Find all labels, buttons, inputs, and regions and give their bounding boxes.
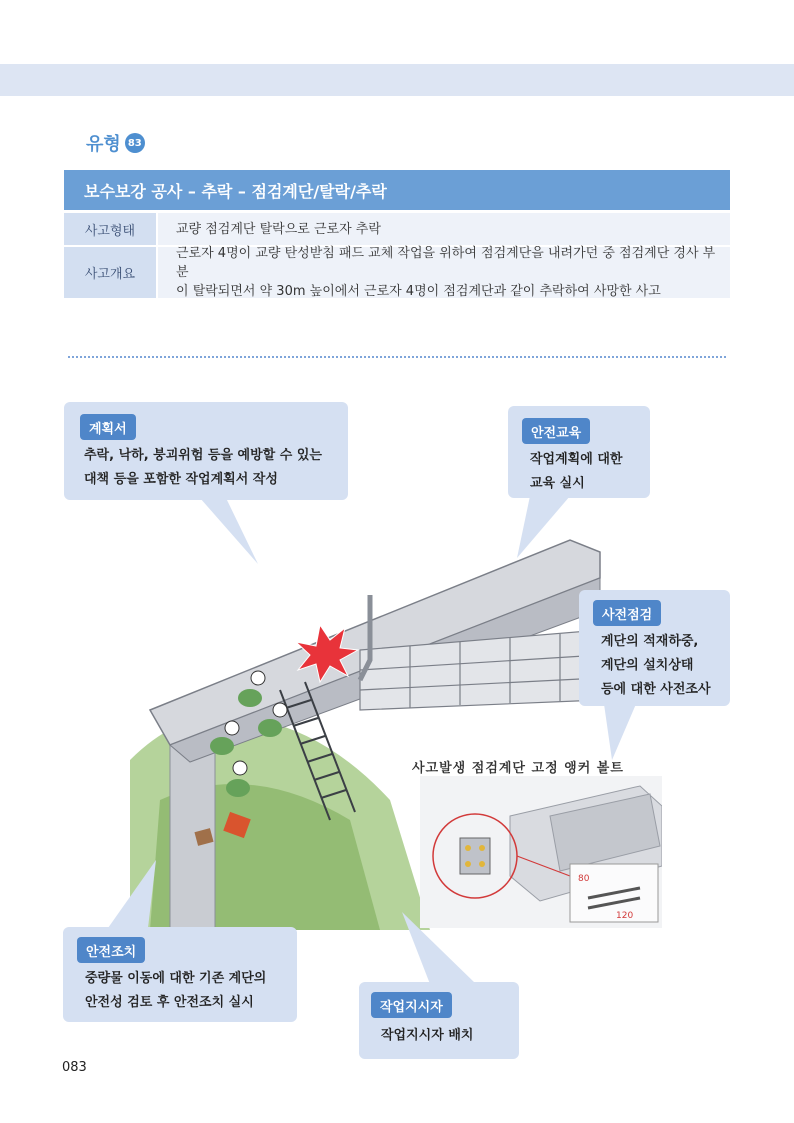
top-band: [0, 64, 794, 96]
dim-label-120: 120: [616, 911, 634, 921]
bubble-director: [359, 982, 519, 1059]
info-label: 사고개요: [64, 247, 156, 298]
info-row-accident-summary: [64, 247, 730, 298]
bubble-text: [85, 967, 266, 1015]
bubble-tail-precheck: [600, 704, 640, 764]
bubble-line: 대책 등을 포함한 작업계획서 작성: [84, 472, 278, 487]
type-header: [86, 130, 145, 156]
tag-education: 안전교육: [522, 418, 590, 444]
bubble-line: 추락, 낙하, 붕괴위험 등을 예방할 수 있는: [84, 448, 322, 463]
bubble-tail-plan: [200, 498, 260, 568]
info-row-accident-type: [64, 213, 730, 245]
tag-safety: 안전조치: [77, 937, 145, 963]
bubble-line: 계단의 적재하중,: [601, 634, 699, 649]
bubble-text: [601, 630, 711, 702]
bubble-safety: [63, 927, 297, 1022]
bubble-text: [530, 448, 622, 496]
tag-director: 작업지시자: [371, 992, 452, 1018]
bubble-tail-safety: [90, 860, 160, 930]
bubble-education: [508, 406, 650, 498]
bubble-line: 작업계획에 대한: [530, 452, 623, 467]
dotted-divider: [68, 356, 726, 358]
detail-title: 사고발생 점검계단 고정 앵커 볼트: [412, 761, 624, 776]
bubble-line: 계단의 설치상태: [601, 658, 694, 673]
bubble-line: 중량물 이동에 대한 기존 계단의: [85, 971, 267, 986]
bubble-plan: [64, 402, 348, 500]
info-value: 교량 점검계단 탈락으로 근로자 추락: [158, 213, 730, 245]
dim-label-80: 80: [578, 874, 590, 884]
summary-line-2: 이 탈락되면서 약 30m 높이에서 근로자 4명이 점검계단과 같이 추락하여 사망한 사고: [176, 284, 661, 299]
type-label: 유형: [86, 134, 121, 155]
type-number-badge: 83: [125, 133, 145, 153]
bubble-precheck: [579, 590, 730, 706]
detail-bracket: [460, 838, 490, 874]
accident-title: 보수보강 공사 – 추락 – 점검계단/탈락/추락: [64, 170, 730, 210]
tag-plan: 계획서: [80, 414, 136, 440]
summary-line-1: 근로자 4명이 교량 탄성받침 패드 교체 작업을 위하여 점검계단을 내려가던 중 점검계단 경사 부분: [176, 246, 716, 280]
bubble-line: 등에 대한 사전조사: [601, 682, 711, 697]
tag-precheck: 사전점검: [593, 600, 661, 626]
bubble-text: [84, 444, 322, 492]
bubble-line: 교육 실시: [530, 476, 585, 491]
bubble-tail-education: [515, 496, 575, 562]
bubble-text: [381, 1024, 473, 1048]
page-number: 083: [62, 1060, 87, 1075]
info-value: [158, 247, 730, 298]
bubble-line: 작업지시자 배치: [381, 1028, 474, 1043]
info-label: 사고형태: [64, 213, 156, 245]
bubble-line: 안전성 검토 후 안전조치 실시: [85, 995, 254, 1010]
anchor-bolt-detail: [420, 776, 662, 928]
bubble-tail-director: [400, 912, 480, 984]
